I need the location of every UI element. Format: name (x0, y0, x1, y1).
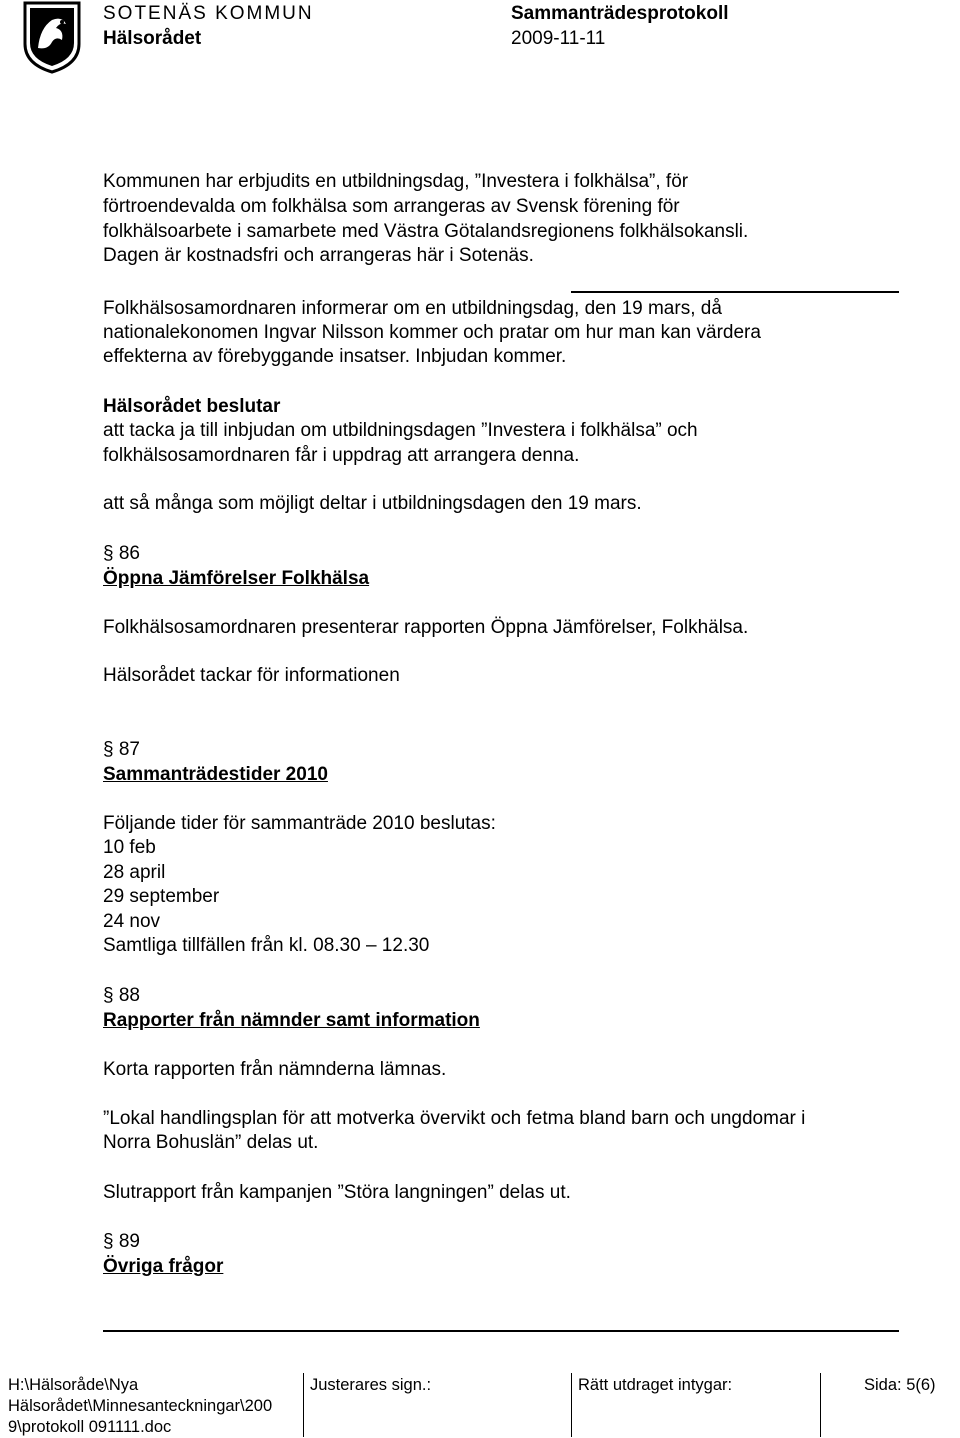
meeting-date-item: 28 april (103, 862, 166, 883)
section-text: Slutrapport från kampanjen ”Störa langningen” delas ut. (103, 1182, 571, 1203)
decision-line: att tacka ja till inbjudan om utbildningsdagen ”Investera i folkhälsa” och (103, 420, 698, 441)
footer-divider (820, 1373, 821, 1437)
body-name: Hälsorådet (103, 28, 202, 49)
meeting-date-item: 24 nov (103, 911, 161, 932)
meeting-date-item: 10 feb (103, 837, 156, 858)
section-title: Öppna Jämförelser Folkhälsa (103, 568, 370, 589)
justerare-label: Justerares sign.: (310, 1376, 432, 1394)
municipality-name: SOTENÄS KOMMUN (103, 3, 314, 24)
ratt-utdraget-label: Rätt utdraget intygar: (578, 1376, 733, 1394)
section-text: Samtliga tillfällen från kl. 08.30 – 12.30 (103, 935, 430, 956)
section-number: § 88 (103, 985, 140, 1006)
meeting-date: 2009-11-11 (511, 28, 606, 49)
section-text: Korta rapporten från nämnderna lämnas. (103, 1059, 447, 1080)
text-line: Dagen är kostnadsfri och arrangeras här i Sotenäs. (103, 245, 534, 266)
decision-heading: Hälsorådet beslutar (103, 396, 281, 417)
footer-divider (571, 1373, 572, 1437)
municipality-crest-logo (22, 0, 82, 74)
text-line: folkhälsoarbete i samarbete med Västra Götalandsregionens folkhälsokansli. (103, 221, 749, 242)
section-text: Folkhälsosamordnaren presenterar rapporten Öppna Jämförelser, Folkhälsa. (103, 617, 749, 638)
section-text: Hälsorådet tackar för informationen (103, 665, 400, 686)
section-title: Övriga frågor (103, 1256, 224, 1277)
section-text: ”Lokal handlingsplan för att motverka övervikt och fetma bland barn och ungdomar i (103, 1108, 806, 1129)
text-line: effekterna av förebyggande insatser. Inbjudan kommer. (103, 346, 567, 367)
file-path-line: Hälsorådet\Minnesanteckningar\200 (8, 1397, 273, 1415)
page-number: Sida: 5(6) (864, 1376, 936, 1394)
file-path-line: H:\Hälsoråde\Nya (8, 1376, 139, 1394)
section-title: Sammanträdestider 2010 (103, 764, 328, 785)
decision-line: att så många som möjligt deltar i utbildningsdagen den 19 mars. (103, 493, 642, 514)
text-line: Folkhälsosamordnaren informerar om en utbildningsdag, den 19 mars, då (103, 298, 722, 319)
footer-rule (103, 1330, 899, 1332)
section-number: § 89 (103, 1231, 140, 1252)
decision-line: folkhälsosamordnaren får i uppdrag att arrangera denna. (103, 445, 580, 466)
section-text: Följande tider för sammanträde 2010 beslutas: (103, 813, 496, 834)
footer-divider (303, 1373, 304, 1437)
section-number: § 86 (103, 543, 140, 564)
text-line: nationalekonomen Ingvar Nilsson kommer och pratar om hur man kan värdera (103, 322, 761, 343)
text-line: Kommunen har erbjudits en utbildningsdag, ”Investera i folkhälsa”, för (103, 171, 689, 192)
section-title: Rapporter från nämnder samt information (103, 1010, 480, 1031)
file-path-line: 9\protokoll 091111.doc (8, 1418, 172, 1436)
section-rule (571, 291, 899, 293)
section-text: Norra Bohuslän” delas ut. (103, 1132, 319, 1153)
document-type: Sammanträdesprotokoll (511, 3, 729, 24)
meeting-date-item: 29 september (103, 886, 220, 907)
text-line: förtroendevalda om folkhälsa som arrangeras av Svensk förening för (103, 196, 680, 217)
section-number: § 87 (103, 739, 140, 760)
